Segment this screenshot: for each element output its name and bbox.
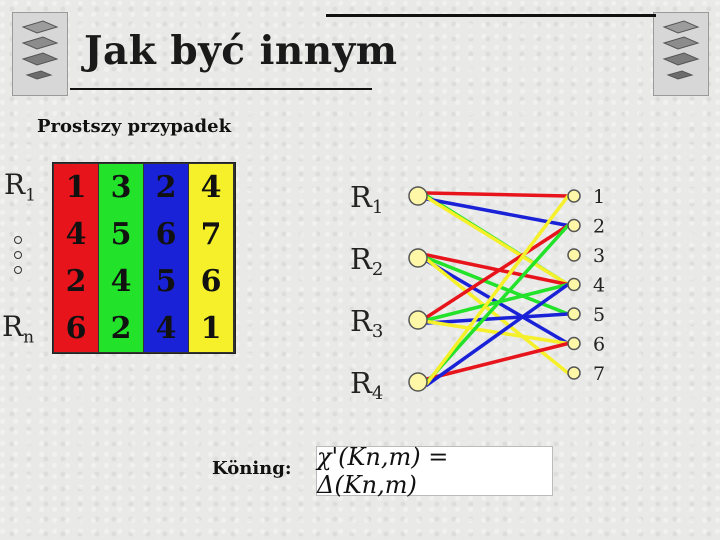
matrix-cell: 5 — [110, 217, 132, 252]
matrix-cell: 6 — [155, 217, 177, 252]
row-label-last-sub: n — [23, 327, 35, 348]
right-node-label: 7 — [593, 363, 606, 385]
right-node-label: 1 — [593, 186, 606, 208]
right-node — [568, 367, 580, 379]
graph-edge-red — [427, 193, 568, 196]
matrix-column-red — [54, 164, 98, 352]
left-node — [409, 373, 427, 391]
stacked-layers-decoration-right — [653, 12, 709, 96]
matrix-cell: 2 — [155, 170, 177, 205]
matrix-cell: 7 — [200, 217, 222, 252]
matrix-cell: 6 — [200, 264, 222, 299]
row-label-first-main: R — [4, 168, 26, 201]
matrix-column-yellow — [189, 164, 233, 352]
right-node — [568, 249, 580, 261]
matrix-column-blue — [144, 164, 188, 352]
top-rule-line — [326, 14, 656, 17]
matrix-cell: 4 — [200, 170, 222, 205]
left-node — [409, 187, 427, 205]
left-node — [409, 311, 427, 329]
matrix-cell: 2 — [110, 311, 132, 346]
koning-formula: χ'(Kn,m) = Δ(Kn,m) — [316, 446, 553, 496]
matrix-cell: 4 — [65, 217, 87, 252]
right-node-label: 5 — [593, 304, 606, 326]
left-node-label: $R_4$ — [350, 366, 384, 400]
graph-edge-blue — [427, 285, 568, 386]
color-matrix — [52, 162, 236, 354]
right-node-label: 2 — [593, 215, 606, 238]
row-label-last — [2, 310, 34, 348]
matrix-cell: 6 — [65, 311, 87, 346]
vertical-ellipsis — [14, 236, 24, 281]
matrix-cell: 4 — [155, 311, 177, 346]
section-subtitle: Prostszy przypadek — [37, 116, 232, 137]
matrix-cell: 3 — [110, 170, 132, 205]
right-node-label: 6 — [593, 333, 606, 356]
left-node — [409, 249, 427, 267]
title-underline — [70, 88, 372, 90]
row-label-first — [4, 168, 36, 206]
stacked-layers-decoration-left — [12, 12, 68, 96]
right-node — [568, 190, 580, 202]
right-node — [568, 220, 580, 232]
row-label-first-sub: 1 — [25, 185, 36, 206]
graph-edge-red — [427, 344, 568, 380]
matrix-cell: 4 — [110, 264, 132, 299]
koning-label: Köning: — [212, 458, 292, 479]
row-label-last-main: R — [2, 310, 24, 343]
right-node — [568, 279, 580, 291]
left-node-label: $R_2$ — [350, 242, 384, 280]
right-node — [568, 338, 580, 350]
right-node-label: 3 — [593, 245, 606, 267]
matrix-cell: 1 — [200, 311, 222, 346]
bipartite-edge-coloring-graph — [340, 160, 630, 400]
matrix-cell: 1 — [65, 170, 87, 205]
slide-title: Jak być innym — [84, 28, 398, 74]
matrix-column-green — [99, 164, 143, 352]
matrix-cell: 2 — [65, 264, 87, 299]
right-node-label: 4 — [593, 274, 606, 297]
left-node-label: $R_3$ — [350, 304, 384, 342]
right-node — [568, 308, 580, 320]
matrix-cell: 5 — [155, 264, 177, 299]
left-node-label: $R_1$ — [350, 180, 384, 218]
